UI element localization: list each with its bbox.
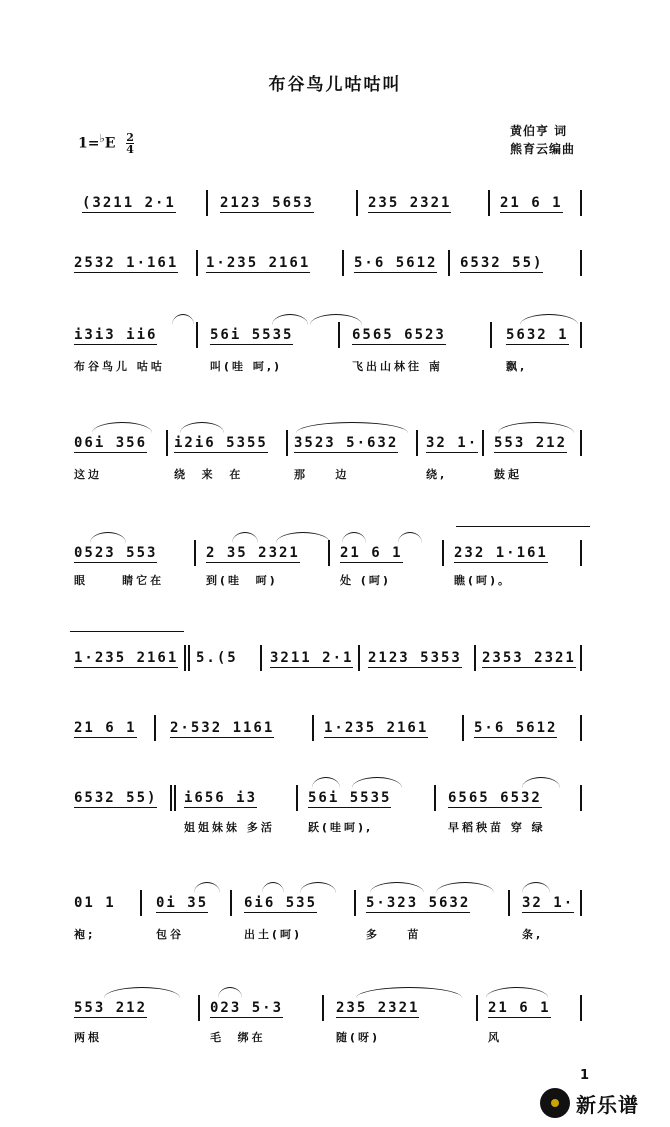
lyric: 瞧(呵)。	[454, 574, 513, 587]
measure: 235 2321	[336, 1000, 420, 1016]
barline	[206, 190, 208, 216]
long-slur	[456, 526, 590, 533]
barline	[198, 995, 200, 1021]
barline	[508, 890, 510, 916]
measure: 2123 5653	[220, 195, 314, 211]
measure: i3i3 ii6	[74, 327, 158, 343]
barline	[580, 540, 582, 566]
barline	[580, 430, 582, 456]
barline	[580, 995, 582, 1021]
score-row-9	[70, 890, 590, 960]
barline-double	[174, 785, 176, 811]
measure: 21 6 1	[488, 1000, 551, 1016]
barline	[474, 645, 476, 671]
barline	[416, 430, 418, 456]
measure: 5·6 5612	[474, 720, 558, 736]
key-prefix: 1=	[78, 135, 100, 152]
slur	[262, 882, 284, 893]
barline	[196, 250, 198, 276]
composer-credit: 熊育云编曲	[510, 142, 576, 156]
measure: 3523 5·632	[294, 435, 399, 451]
measure: 2532 1·161	[74, 255, 179, 271]
measure: 6i6 535	[244, 895, 318, 911]
barline	[286, 430, 288, 456]
barline	[580, 250, 582, 276]
lyric: 毛 绑在	[210, 1031, 266, 1044]
slur	[104, 987, 180, 998]
score-row-4	[70, 430, 590, 500]
lyric: 条,	[522, 928, 544, 941]
measure: 2353 2321	[482, 650, 576, 666]
slur	[180, 422, 224, 433]
slur	[436, 882, 494, 893]
score-row-3	[70, 322, 590, 392]
slur	[370, 882, 424, 893]
lyric: 布谷鸟儿 咕咕	[74, 360, 165, 373]
barline	[580, 645, 582, 671]
score-row-2	[70, 250, 590, 320]
score-row-10	[70, 995, 590, 1065]
barline	[580, 190, 582, 216]
barline	[230, 890, 232, 916]
slur	[356, 987, 462, 998]
barline	[354, 890, 356, 916]
barline	[154, 715, 156, 741]
lyric: 飘,	[506, 360, 528, 373]
measure: 5·323 5632	[366, 895, 471, 911]
slur	[276, 532, 330, 543]
barline	[580, 715, 582, 741]
flat-symbol: ♭	[99, 132, 105, 145]
slur	[90, 532, 126, 543]
measure: 6565 6523	[352, 327, 446, 343]
measure: 0i 35	[156, 895, 209, 911]
slur	[342, 532, 366, 543]
measure: 5.(5	[196, 650, 238, 666]
lyricist-credit: 黄伯亨 词	[510, 124, 568, 138]
measure: 0523 553	[74, 545, 158, 561]
slur	[398, 532, 422, 543]
measure: 2123 5353	[368, 650, 462, 666]
barline-double	[188, 645, 190, 671]
measure: 2 35 2321	[206, 545, 300, 561]
barline	[184, 645, 186, 671]
measure: 5632 1	[506, 327, 569, 343]
measure: 06i 356	[74, 435, 148, 451]
lyric: 多 苗	[366, 928, 422, 941]
slur	[296, 422, 408, 433]
barline	[170, 785, 172, 811]
key-note: E	[104, 135, 116, 152]
measure: 6532 55)	[74, 790, 158, 806]
measure: 21 6 1	[340, 545, 403, 561]
barline	[342, 250, 344, 276]
measure: 553 212	[494, 435, 568, 451]
lyric: 绕,	[426, 468, 448, 481]
time-signature	[126, 132, 134, 155]
lyric: 眼 睛它在	[74, 574, 165, 587]
measure: 21 6 1	[500, 195, 563, 211]
measure: 1·235 2161	[74, 650, 179, 666]
meter-top: 2	[126, 131, 134, 145]
measure: 56i 5535	[210, 327, 294, 343]
measure: 6532 55)	[460, 255, 544, 271]
barline	[296, 785, 298, 811]
vinyl-disc-icon	[540, 1088, 570, 1118]
barline	[490, 322, 492, 348]
lyric: 飞出山林往 南	[352, 360, 443, 373]
song-title: 布谷鸟儿咕咕叫	[268, 75, 402, 95]
score-row-8	[70, 785, 590, 855]
measure: 2·532 1161	[170, 720, 275, 736]
lyric: 出土(呵)	[244, 928, 303, 941]
watermark-text: 新乐谱	[576, 1092, 639, 1117]
barline	[356, 190, 358, 216]
key-signature	[78, 132, 134, 155]
measure: 21 6 1	[74, 720, 137, 736]
measure: 5·6 5612	[354, 255, 438, 271]
barline	[358, 645, 360, 671]
lyric: 处 (呵)	[340, 574, 391, 587]
score-row-7	[70, 715, 590, 785]
measure: i2i6 5355	[174, 435, 268, 451]
barline	[166, 430, 168, 456]
measure: 32 1·	[522, 895, 575, 911]
lyric: 那 边	[294, 468, 350, 481]
barline	[434, 785, 436, 811]
barline	[328, 540, 330, 566]
long-slur	[70, 631, 184, 638]
barline	[312, 715, 314, 741]
measure: 553 212	[74, 1000, 148, 1016]
lyric: 到(哇 呵)	[206, 574, 278, 587]
lyric: 随(呀)	[336, 1031, 381, 1044]
measure: i656 i3	[184, 790, 258, 806]
barline	[580, 322, 582, 348]
measure: 232 1·161	[454, 545, 548, 561]
slur	[486, 987, 548, 998]
slur	[232, 532, 258, 543]
score-row-6	[70, 645, 590, 715]
measure: 56i 5535	[308, 790, 392, 806]
lyric: 绕 来 在	[174, 468, 244, 481]
measure: 1·235 2161	[324, 720, 429, 736]
lyric: 早稻秧苗 穿 绿	[448, 821, 546, 834]
score-row-5	[70, 540, 590, 610]
lyric: 叫(哇 呵,)	[210, 360, 283, 373]
lyric: 袍;	[74, 928, 96, 941]
barline	[448, 250, 450, 276]
lyric: 风	[488, 1031, 502, 1044]
measure: (3211 2·1	[82, 195, 176, 211]
lyric: 跃(哇呵),	[308, 821, 374, 834]
lyric: 鼓起	[494, 468, 522, 481]
barline	[488, 190, 490, 216]
measure: 3211 2·1	[270, 650, 354, 666]
slur	[92, 422, 152, 433]
barline	[442, 540, 444, 566]
barline	[338, 322, 340, 348]
barline	[580, 890, 582, 916]
barline	[580, 785, 582, 811]
barline	[476, 995, 478, 1021]
lyric: 两根	[74, 1031, 102, 1044]
measure: 235 2321	[368, 195, 452, 211]
slur	[218, 987, 242, 998]
lyric: 包谷	[156, 928, 184, 941]
lyric: 姐姐妹妹 多活	[184, 821, 275, 834]
lyric: 这边	[74, 468, 102, 481]
barline	[462, 715, 464, 741]
measure: 32 1·	[426, 435, 479, 451]
barline	[140, 890, 142, 916]
barline	[482, 430, 484, 456]
measure: 1·235 2161	[206, 255, 311, 271]
measure: 6565 6532	[448, 790, 542, 806]
measure: 023 5·3	[210, 1000, 284, 1016]
meter-bottom: 4	[126, 143, 134, 157]
page-number: 1	[580, 1068, 590, 1083]
barline	[194, 540, 196, 566]
slur	[522, 882, 550, 893]
watermark-logo	[540, 1086, 665, 1120]
slur	[498, 422, 574, 433]
barline	[260, 645, 262, 671]
barline	[196, 322, 198, 348]
measure: 01 1	[74, 895, 116, 911]
barline	[322, 995, 324, 1021]
slur	[194, 882, 220, 893]
slur	[300, 882, 336, 893]
